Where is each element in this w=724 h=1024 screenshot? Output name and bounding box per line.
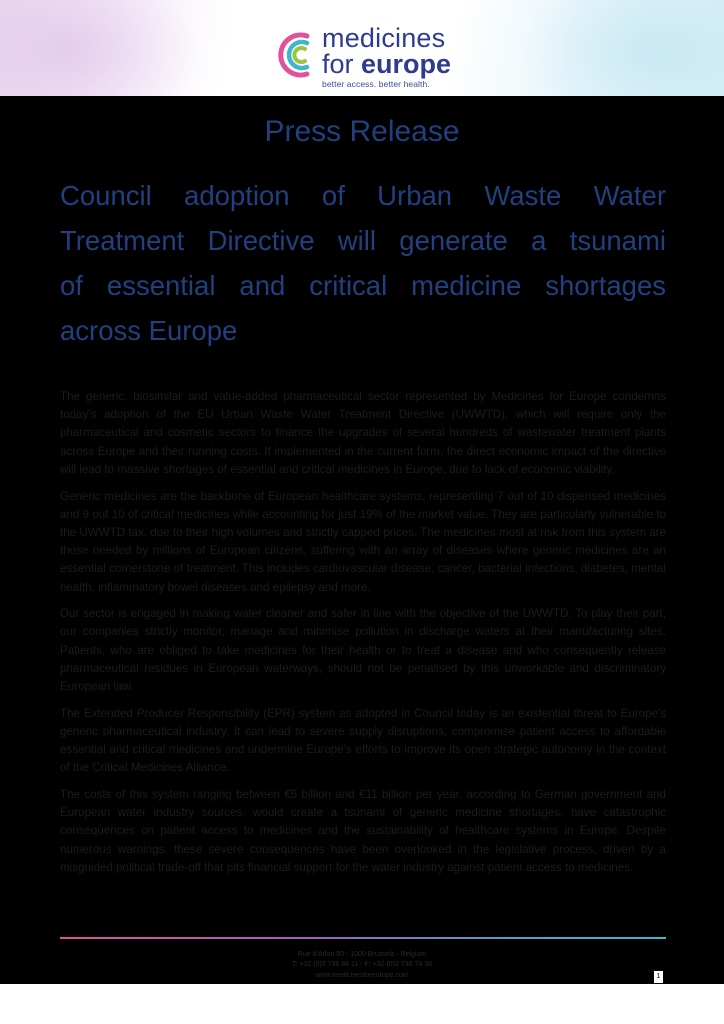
page-bottom-margin <box>0 984 724 1024</box>
letterhead-banner <box>0 0 724 96</box>
brand-name-for-europe <box>322 50 451 78</box>
body-paragraph: The generic, biosimilar and value-added pharmaceutical sector represented by Medicines for Europe condemns today's adoption of the EU Urban Waste Water Treatment Directive (UWWTD), which will require only the pharmaceutical and cosmetic sectors to finance the upgrades of several hundreds of wastewater treatment plants across Europe and their running costs. If implemented in the current form, the direct economic impact of the directive will lead to massive shortages of essential and critical medicines in Europe, due to lack of economic viability. <box>60 390 666 476</box>
brand-name-europe: europe <box>361 49 452 79</box>
footer-website-link[interactable]: www.medicinesforeurope.com <box>315 972 409 979</box>
medicines-for-europe-logo-icon <box>277 30 321 80</box>
brand-name-for: for <box>322 49 354 79</box>
headline-line: Treatment Directive will generate a tsunami <box>60 225 666 256</box>
brand-tagline: better access. better health. <box>322 79 430 89</box>
press-release-body <box>60 388 666 886</box>
decorative-swirl-left <box>0 0 200 96</box>
footer-address: Rue d'Arlon 50 - 1000 Brussels - Belgium <box>297 951 427 958</box>
body-paragraph: Our sector is engaged in making water cleaner and safer in line with the objective of the UWWTD. To play their part, our companies strictly monitor, manage and minimise pollution in discharge waters at their manufacturing sites. Patients, who are obliged to take medicines for their health or to treat a disease and who consequently release pharmaceutical residues in European waterways, should not be penalised by this unworkable and discriminatory European law. <box>60 607 666 694</box>
headline-line: across Europe <box>60 315 238 346</box>
footer-divider <box>60 937 666 939</box>
headline-line: of essential and critical medicine shortages <box>60 270 666 301</box>
body-paragraph: The costs of this system ranging between €5 billion and €11 billion per year, according to German government and European water industry sources, would create a tsunami of generic medicine shortages, have catastrophic consequences on patient access to medicines and the sustainability of healthcare systems in Europe. Despite numerous warnings, these severe consequences have been overlooked in the legislative process, driven by a misguided political trade-off that pits financial support for the water industry against patient access to medicines. <box>60 788 666 874</box>
footer-phone-fax: T: +32 (0)2 736 84 11 - F: +32 (0)2 736 74 38 <box>292 961 432 968</box>
document-type-title: Press Release <box>264 115 460 148</box>
brand-name-medicines: medicines <box>322 23 446 53</box>
decorative-swirl-right <box>520 0 724 96</box>
body-paragraph: Generic medicines are the backbone of European healthcare systems, representing 7 out of 10 dispensed medicines and 9 out 10 of critical medicines while accounting for just 19% of the market value. They are particularly vulnerable to the UWWTD tax, due to their high volumes and strictly capped prices. The medicines most at risk from this system are those needed by millions of European citizens, suffering with an array of diseases where generic medicines are an essential cornerstone of treatment. This includes cardiovascular disease, cancer, bacterial infections, diabetes, mental health, inflammatory bowel diseases and epilepsy and more. <box>60 489 666 594</box>
headline <box>60 173 666 353</box>
headline-line: Council adoption of Urban Waste Water <box>60 180 666 211</box>
body-paragraph: The Extended Producer Responsibility (EPR) system as adopted in Council today is an existential threat to Europe's generic pharmaceutical industry. It can lead to severe supply disruptions, compromise patient access to affordable essential and critical medicines and undermine Europe's efforts to improve its open strategic autonomy in the context of the Critical Medicines Alliance. <box>60 706 666 775</box>
page-number: 1 <box>654 971 663 983</box>
